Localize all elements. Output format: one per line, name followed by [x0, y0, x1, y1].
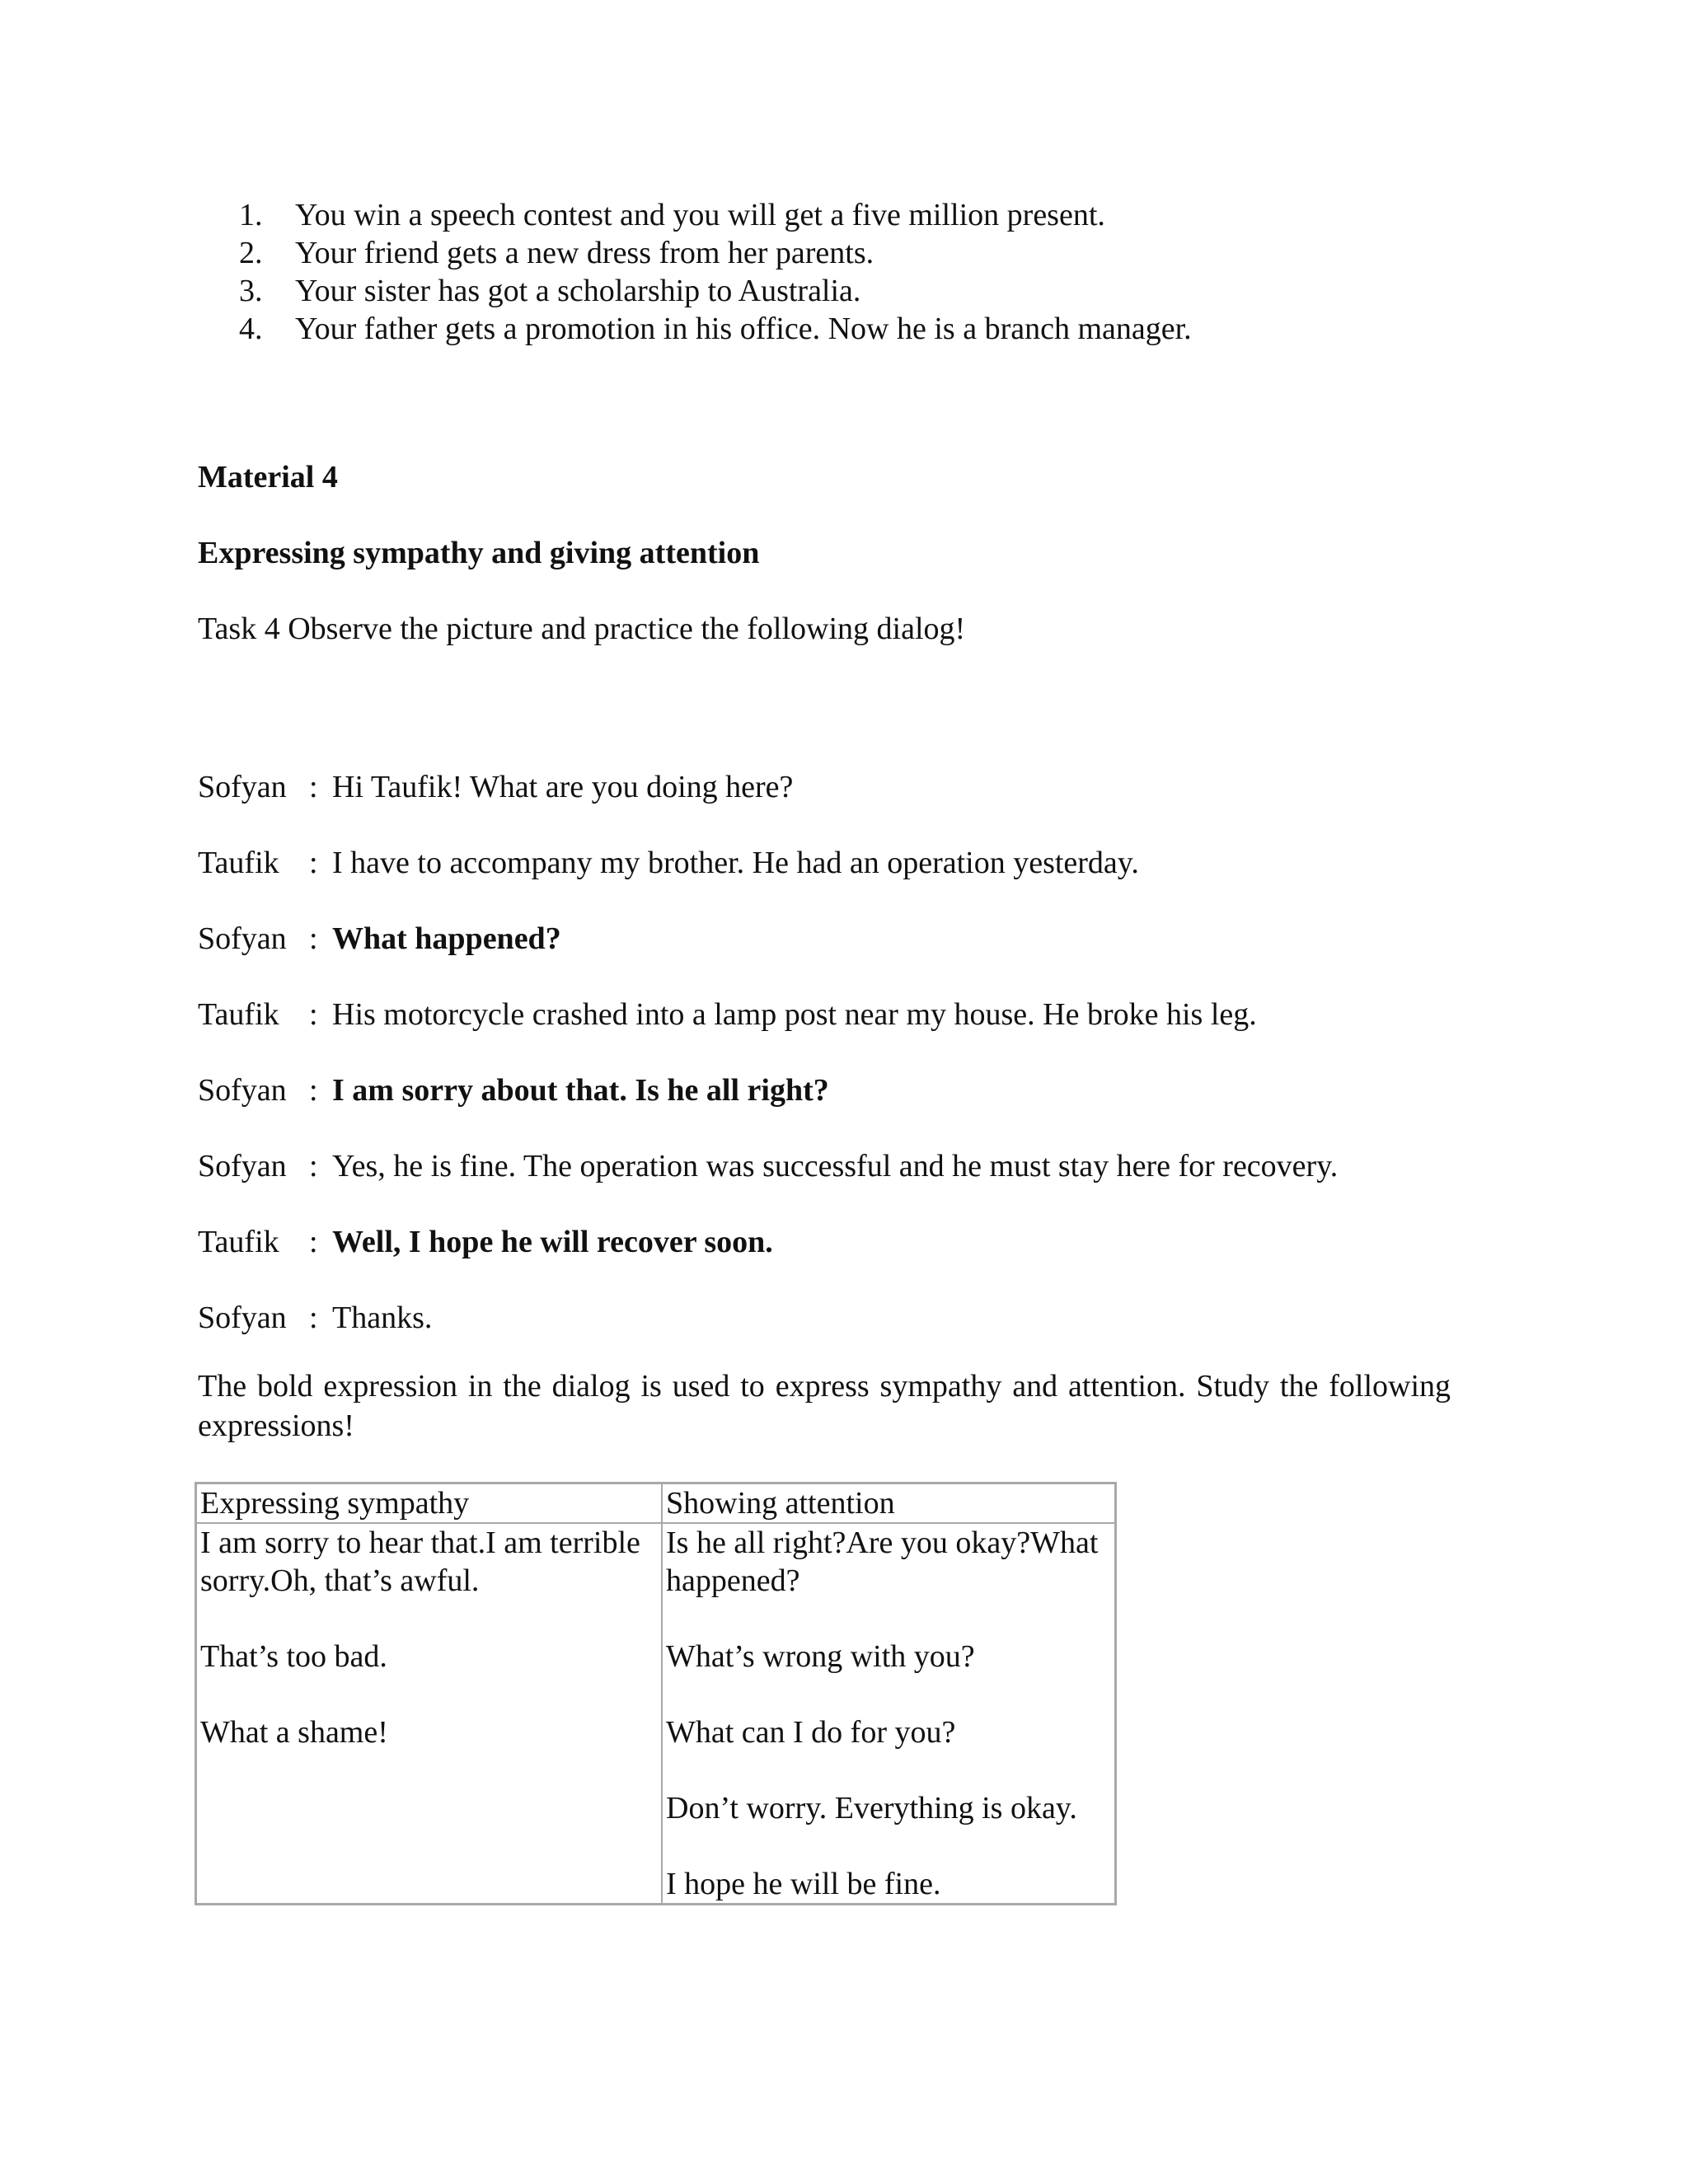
- dialog-line: [198, 1299, 1517, 1375]
- list-item: [239, 234, 1192, 272]
- dialog-line: [198, 1071, 1517, 1147]
- list-text: You win a speech contest and you will get a five million present.: [295, 198, 1105, 232]
- attention-expression: I hope he will be fine.: [666, 1867, 941, 1901]
- list-number: 3.: [239, 274, 263, 308]
- section-title: Expressing sympathy and giving attention: [198, 536, 760, 570]
- table-header-attention: Showing attention: [662, 1483, 1116, 1524]
- attention-cell: [662, 1523, 1116, 1905]
- dialog-speaker: Sofyan: [198, 1301, 287, 1335]
- list-text: Your friend gets a new dress from her parents.: [295, 236, 874, 270]
- list-item: [239, 196, 1192, 234]
- numbered-list: [239, 196, 1192, 348]
- table-row: [196, 1523, 1116, 1905]
- table-header-row: [196, 1483, 1116, 1524]
- sympathy-expression: What a shame!: [200, 1715, 388, 1750]
- attention-expression: What can I do for you?: [666, 1715, 956, 1750]
- dialog-text: Yes, he is fine. The operation was successful and he must stay here for recovery.: [332, 1149, 1339, 1183]
- sympathy-expression: That’s too bad.: [200, 1639, 387, 1674]
- dialog-colon: :: [309, 1225, 318, 1259]
- dialog-speaker: Sofyan: [198, 1073, 287, 1108]
- dialog-line: [198, 920, 1517, 996]
- dialog-line: [198, 844, 1517, 920]
- dialog-line: [198, 1147, 1517, 1223]
- dialog-text: Hi Taufik! What are you doing here?: [332, 770, 794, 804]
- dialog-line: [198, 768, 1517, 844]
- list-number: 4.: [239, 312, 263, 346]
- dialog-colon: :: [309, 846, 318, 880]
- list-number: 1.: [239, 198, 263, 232]
- dialog-text: I am sorry about that. Is he all right?: [332, 1073, 829, 1108]
- expressions-table: [195, 1482, 1117, 1905]
- dialog-colon: :: [309, 1149, 318, 1183]
- dialog-colon: :: [309, 1301, 318, 1335]
- attention-expression: What’s wrong with you?: [666, 1639, 975, 1674]
- dialog-colon: :: [309, 997, 318, 1032]
- sympathy-expression: I am sorry to hear that.I am terrible sorry.Oh, that’s awful.: [200, 1526, 640, 1598]
- dialog-text: His motorcycle crashed into a lamp post near my house. He broke his leg.: [332, 997, 1257, 1032]
- dialog-speaker: Taufik: [198, 846, 279, 880]
- dialog-text: Thanks.: [332, 1301, 433, 1335]
- list-item: [239, 272, 1192, 310]
- list-text: Your father gets a promotion in his office. Now he is a branch manager.: [295, 312, 1192, 346]
- dialog-colon: :: [309, 921, 318, 956]
- dialog-text: Well, I hope he will recover soon.: [332, 1225, 773, 1259]
- list-text: Your sister has got a scholarship to Australia.: [295, 274, 861, 308]
- attention-expression: Don’t worry. Everything is okay.: [666, 1791, 1077, 1825]
- instruction-paragraph: The bold expression in the dialog is used to express sympathy and attention. Study the following expressions!: [198, 1369, 1451, 1443]
- dialog-speaker: Sofyan: [198, 921, 287, 956]
- material-title: Material 4: [198, 460, 338, 494]
- dialog-text: What happened?: [332, 921, 561, 956]
- table-header-sympathy: Expressing sympathy: [196, 1483, 663, 1524]
- list-number: 2.: [239, 236, 263, 270]
- dialog-text: I have to accompany my brother. He had an operation yesterday.: [332, 846, 1139, 880]
- sympathy-cell: [196, 1523, 663, 1905]
- dialog-line: [198, 1223, 1517, 1299]
- dialog-speaker: Sofyan: [198, 1149, 287, 1183]
- dialog-line: [198, 996, 1517, 1071]
- dialog-speaker: Taufik: [198, 1225, 279, 1259]
- dialog-speaker: Taufik: [198, 997, 279, 1032]
- dialog: [198, 768, 1517, 1375]
- task-instruction: Task 4 Observe the picture and practice the following dialog!: [198, 612, 966, 646]
- attention-expression: Is he all right?Are you okay?What happened?: [666, 1526, 1099, 1598]
- dialog-speaker: Sofyan: [198, 770, 287, 804]
- dialog-colon: :: [309, 770, 318, 804]
- dialog-colon: :: [309, 1073, 318, 1108]
- list-item: [239, 310, 1192, 348]
